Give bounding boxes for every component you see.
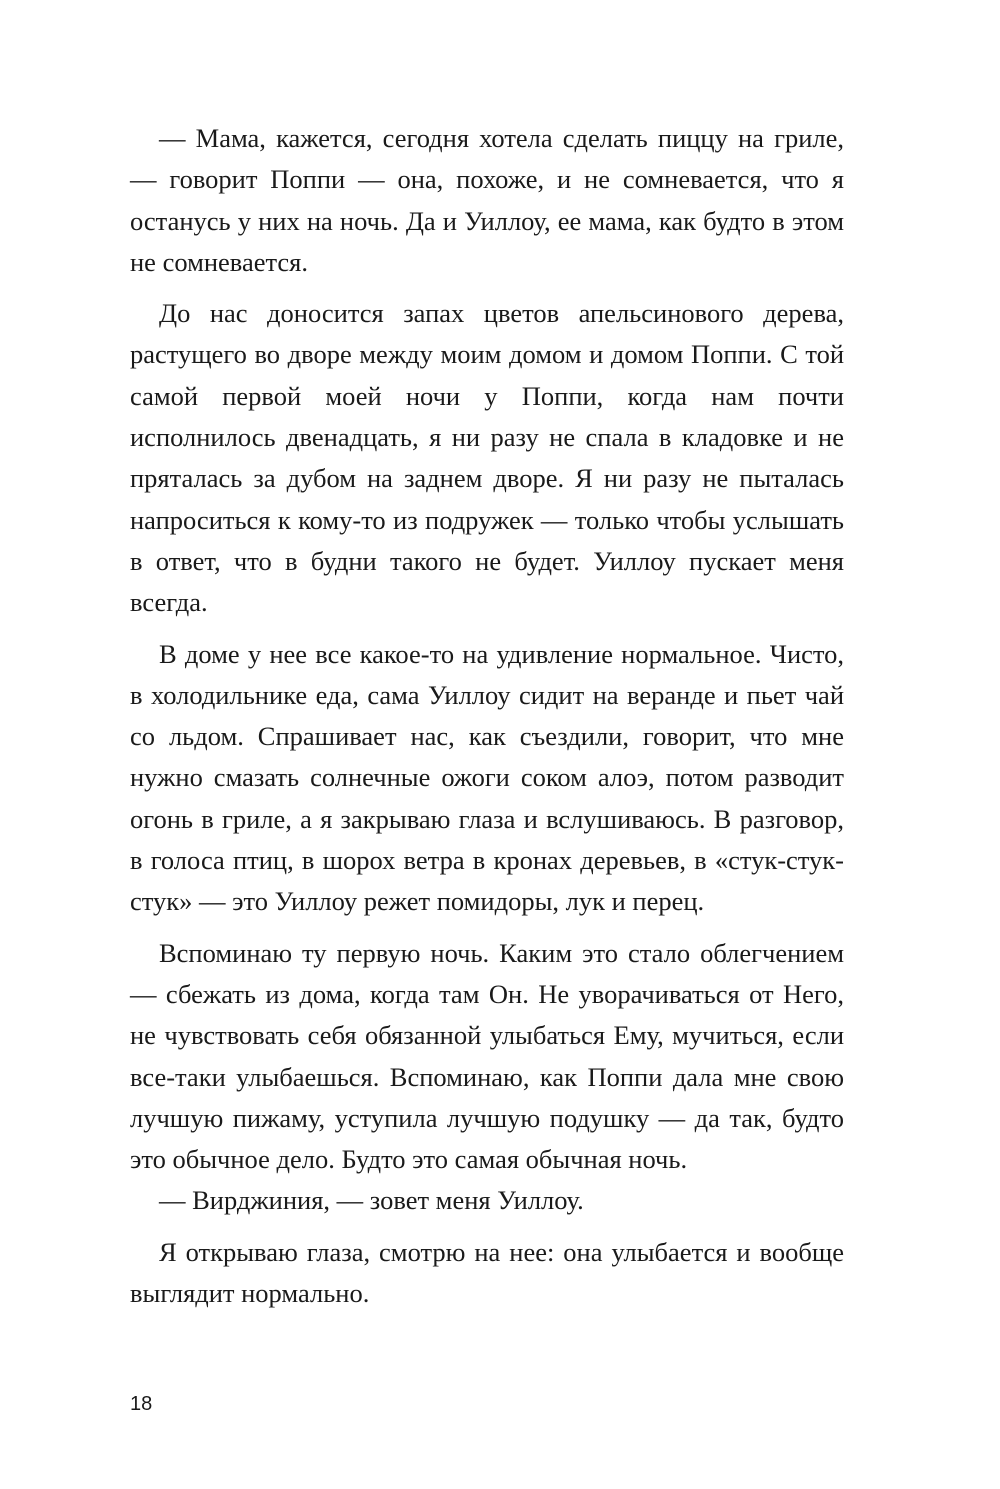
paragraph: До нас доносится запах цветов апельсинового дерева, растущего во дворе между моим домом и домом Поппи. С той самой первой моей ночи у Поппи, когда нам почти исполнилось двенадцать, я ни разу не спала в кладовке и не пряталась за дубом на заднем дворе. Я ни разу не пыталась напроситься к кому-то из подружек — только чтобы услышать в ответ, что в будни такого не будет. Уиллоу пускает меня всегда. (130, 298, 844, 618)
page-number: 18 (130, 1393, 153, 1415)
body-text (130, 118, 844, 1314)
paragraph: Вспоминаю ту первую ночь. Каким это стало облегчением — сбежать из дома, когда там Он. Не уворачиваться от Него, не чувствовать себя обязанной улыбаться Ему, мучиться, если все-таки улыбаешься. Вспоминаю, как Поппи дала мне свою лучшую пижаму, уступила лучшую подушку — да так, будто это обычное дело. Будто это самая обычная ночь. (130, 937, 844, 1175)
paragraph: В доме у нее все какое-то на удивление нормальное. Чисто, в холодильнике еда, сама Уиллоу сидит на веранде и пьет чай со льдом. Спрашивает нас, как съездили, говорит, что мне нужно смазать солнечные ожоги соком алоэ, потом разводит огонь в гриле, а я закрываю глаза и вслушиваюсь. В разговор, в голоса птиц, в шорох ветра в кронах деревьев, в «стук-стук-стук» — это Уиллоу режет помидоры, лук и перец. (130, 638, 844, 917)
paragraph: — Мама, кажется, сегодня хотела сделать пиццу на гриле, — говорит Поппи — она, похоже, и не сомневается, что я останусь у них на ночь. Да и Уиллоу, ее мама, как будто в этом не сомневается. (130, 123, 844, 277)
paragraph: — Вирджиния, — зовет меня Уиллоу. (159, 1185, 584, 1216)
paragraph: Я открываю глаза, смотрю на нее: она улыбается и вообще выглядит нормально. (130, 1236, 844, 1309)
